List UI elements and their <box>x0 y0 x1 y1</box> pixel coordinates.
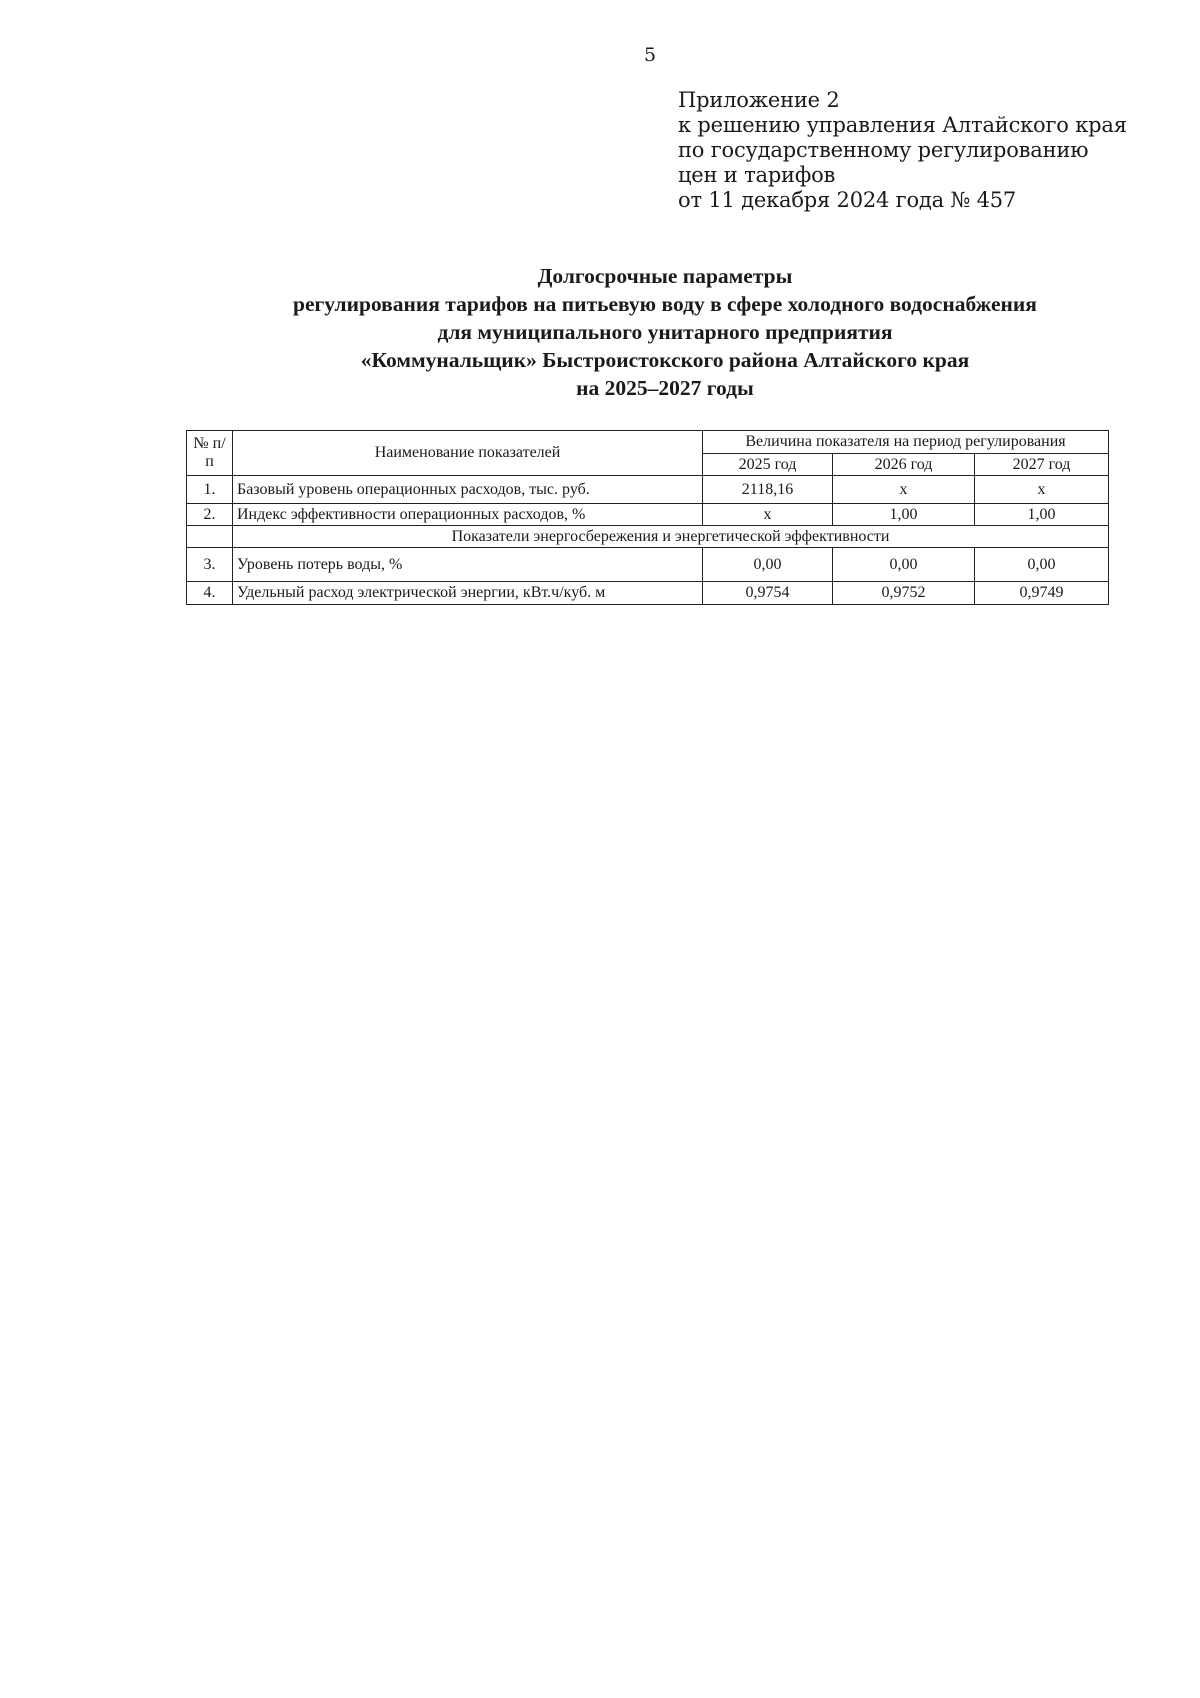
appendix-block <box>678 88 1127 213</box>
row-value-2027: х <box>975 476 1109 504</box>
row-num: 3. <box>187 548 233 582</box>
section-title: Показатели энергосбережения и энергетической эффективности <box>233 526 1109 548</box>
header-year-2026: 2026 год <box>833 454 975 476</box>
header-period: Величина показателя на период регулирования <box>703 431 1109 454</box>
row-name: Индекс эффективности операционных расходов, % <box>233 504 703 526</box>
table-row <box>187 476 1109 504</box>
row-value-2025: 2118,16 <box>703 476 833 504</box>
title-line-1: Долгосрочные параметры <box>537 264 793 288</box>
row-value-2025: х <box>703 504 833 526</box>
row-name: Базовый уровень операционных расходов, тыс. руб. <box>233 476 703 504</box>
page-number: 5 <box>643 44 657 66</box>
section-num-empty <box>187 526 233 548</box>
row-value-2026: х <box>833 476 975 504</box>
row-value-2026: 0,9752 <box>833 582 975 605</box>
appendix-line-5: от 11 декабря 2024 года № 457 <box>678 188 1017 212</box>
parameters-table <box>186 430 1109 605</box>
row-value-2027: 0,00 <box>975 548 1109 582</box>
row-name: Удельный расход электрической энергии, кВт.ч/куб. м <box>233 582 703 605</box>
row-num: 2. <box>187 504 233 526</box>
title-line-2: регулирования тарифов на питьевую воду в сфере холодного водоснабжения <box>293 292 1037 316</box>
appendix-line-3: по государственному регулированию <box>678 138 1089 162</box>
table-header-row <box>187 431 1109 454</box>
row-value-2026: 1,00 <box>833 504 975 526</box>
table-row <box>187 548 1109 582</box>
header-num: № п/п <box>187 431 233 476</box>
appendix-line-2: к решению управления Алтайского края <box>678 113 1127 137</box>
document-title <box>200 262 1130 402</box>
table-row <box>187 504 1109 526</box>
title-line-5: на 2025–2027 годы <box>576 376 754 400</box>
header-year-2025: 2025 год <box>703 454 833 476</box>
row-value-2027: 1,00 <box>975 504 1109 526</box>
title-line-3: для муниципального унитарного предприятия <box>437 320 893 344</box>
title-line-4: «Коммунальщик» Быстроистокского района Алтайского края <box>360 348 970 372</box>
row-num: 4. <box>187 582 233 605</box>
header-name: Наименование показателей <box>233 431 703 476</box>
appendix-line-1: Приложение 2 <box>678 88 840 112</box>
row-name: Уровень потерь воды, % <box>233 548 703 582</box>
row-value-2025: 0,9754 <box>703 582 833 605</box>
table-section-row <box>187 526 1109 548</box>
row-value-2027: 0,9749 <box>975 582 1109 605</box>
appendix-line-4: цен и тарифов <box>678 163 836 187</box>
header-year-2027: 2027 год <box>975 454 1109 476</box>
row-value-2026: 0,00 <box>833 548 975 582</box>
row-value-2025: 0,00 <box>703 548 833 582</box>
row-num: 1. <box>187 476 233 504</box>
table-row <box>187 582 1109 605</box>
